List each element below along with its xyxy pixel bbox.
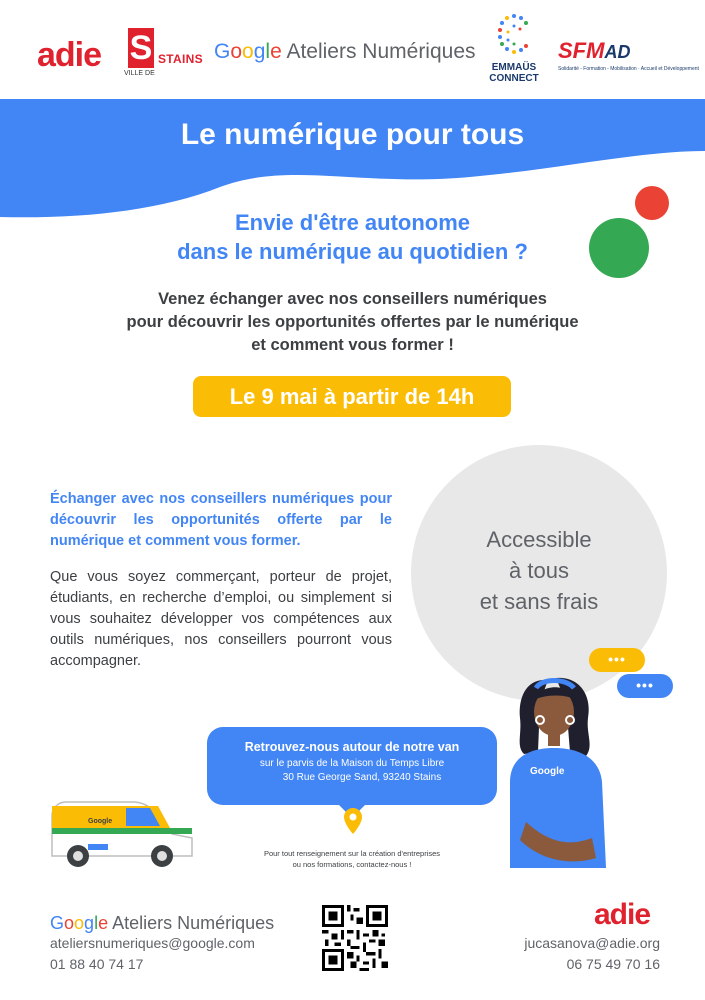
van-label: Google [88,818,113,825]
location-title: Retrouvez-nous autour de notre van [244,740,460,754]
footer-google-ateliers-logo [50,913,274,934]
google-letter: o [242,40,254,63]
qr-code [322,905,388,971]
google-letter: g [84,913,95,933]
google-letter: e [270,40,282,63]
stains-logo-mark: S [129,29,153,67]
google-letter: g [253,40,266,63]
contact-note: Pour tout renseignement sur la création d'entreprises ou nos formations, contactez-nous ! [263,849,441,869]
header-banner [0,99,705,219]
ateliers-text: Ateliers Numériques [108,913,275,933]
location-line: sur le parvis de la Maison du Temps Libre [259,758,445,769]
description-paragraph: Que vous soyez commerçant, porteur de projet, étudiants, en recherche d’emploi, ou simplement si vous souhaitez développer vos compétences aux outils numériques, nos conseillers pourront vous accompagner. [50,569,392,669]
shirt-logo-text: Google [530,766,565,777]
red-dot-decoration [635,186,669,220]
google-letter: e [98,913,109,933]
google-letter: o [64,913,75,933]
google-letter: o [74,913,85,933]
google-letter: G [214,40,231,63]
google-contact-phone[interactable]: 01 88 40 74 17 [50,956,144,972]
highlight-paragraph: Échanger avec nos conseillers numériques pour découvrir les opportunités offerte par le numérique et comment vous former. [50,491,392,549]
chat-bubble-icon: ••• [617,674,673,698]
event-date-badge: Le 9 mai à partir de 14h [193,376,511,417]
page-title: Le numérique pour tous [180,118,525,151]
sfm-logo-text: SFMAD [558,38,631,63]
adie-logo: adie [37,36,102,74]
google-letter: G [50,913,65,933]
adie-contact-email[interactable]: jucasanova@adie.org [524,935,660,951]
emmaus-connect-logo [488,12,540,88]
stains-logo-word: STAINS [158,52,203,66]
stains-logo-prefix: VILLE DE [124,70,155,77]
google-letter: l [94,913,99,933]
van-illustration [48,798,196,868]
accessibility-text: Accessible à tous et sans frais [479,527,599,614]
google-contact-email[interactable]: ateliersnumeriques@google.com [50,935,255,951]
google-letter: l [265,40,271,63]
sfm-logo [558,38,699,80]
sfm-logo-subtitle: Solidarité - Formation - Mobilisation · Accueil et Développement [558,66,699,72]
chat-bubble-icon: ••• [589,648,645,672]
google-letter: o [230,40,243,63]
location-address: 30 Rue George Sand, 93240 Stains [282,772,442,783]
intro-text: Venez échanger avec nos conseillers numériques pour découvrir les opportunités offertes par le numérique et comment vous former ! [126,290,579,354]
adie-contact-phone[interactable]: 06 75 49 70 16 [566,956,660,972]
emmaus-dots-icon [488,12,540,62]
emmaus-text: EMMAÜS CONNECT [489,62,539,84]
stains-logo [124,28,204,78]
headline: Envie d'être autonome dans le numérique au quotidien ? [177,210,528,264]
ateliers-text: Ateliers Numériques [281,40,476,63]
google-ateliers-logo [214,40,476,64]
footer-adie-logo: adie [594,898,651,931]
location-pin-icon [344,808,362,834]
